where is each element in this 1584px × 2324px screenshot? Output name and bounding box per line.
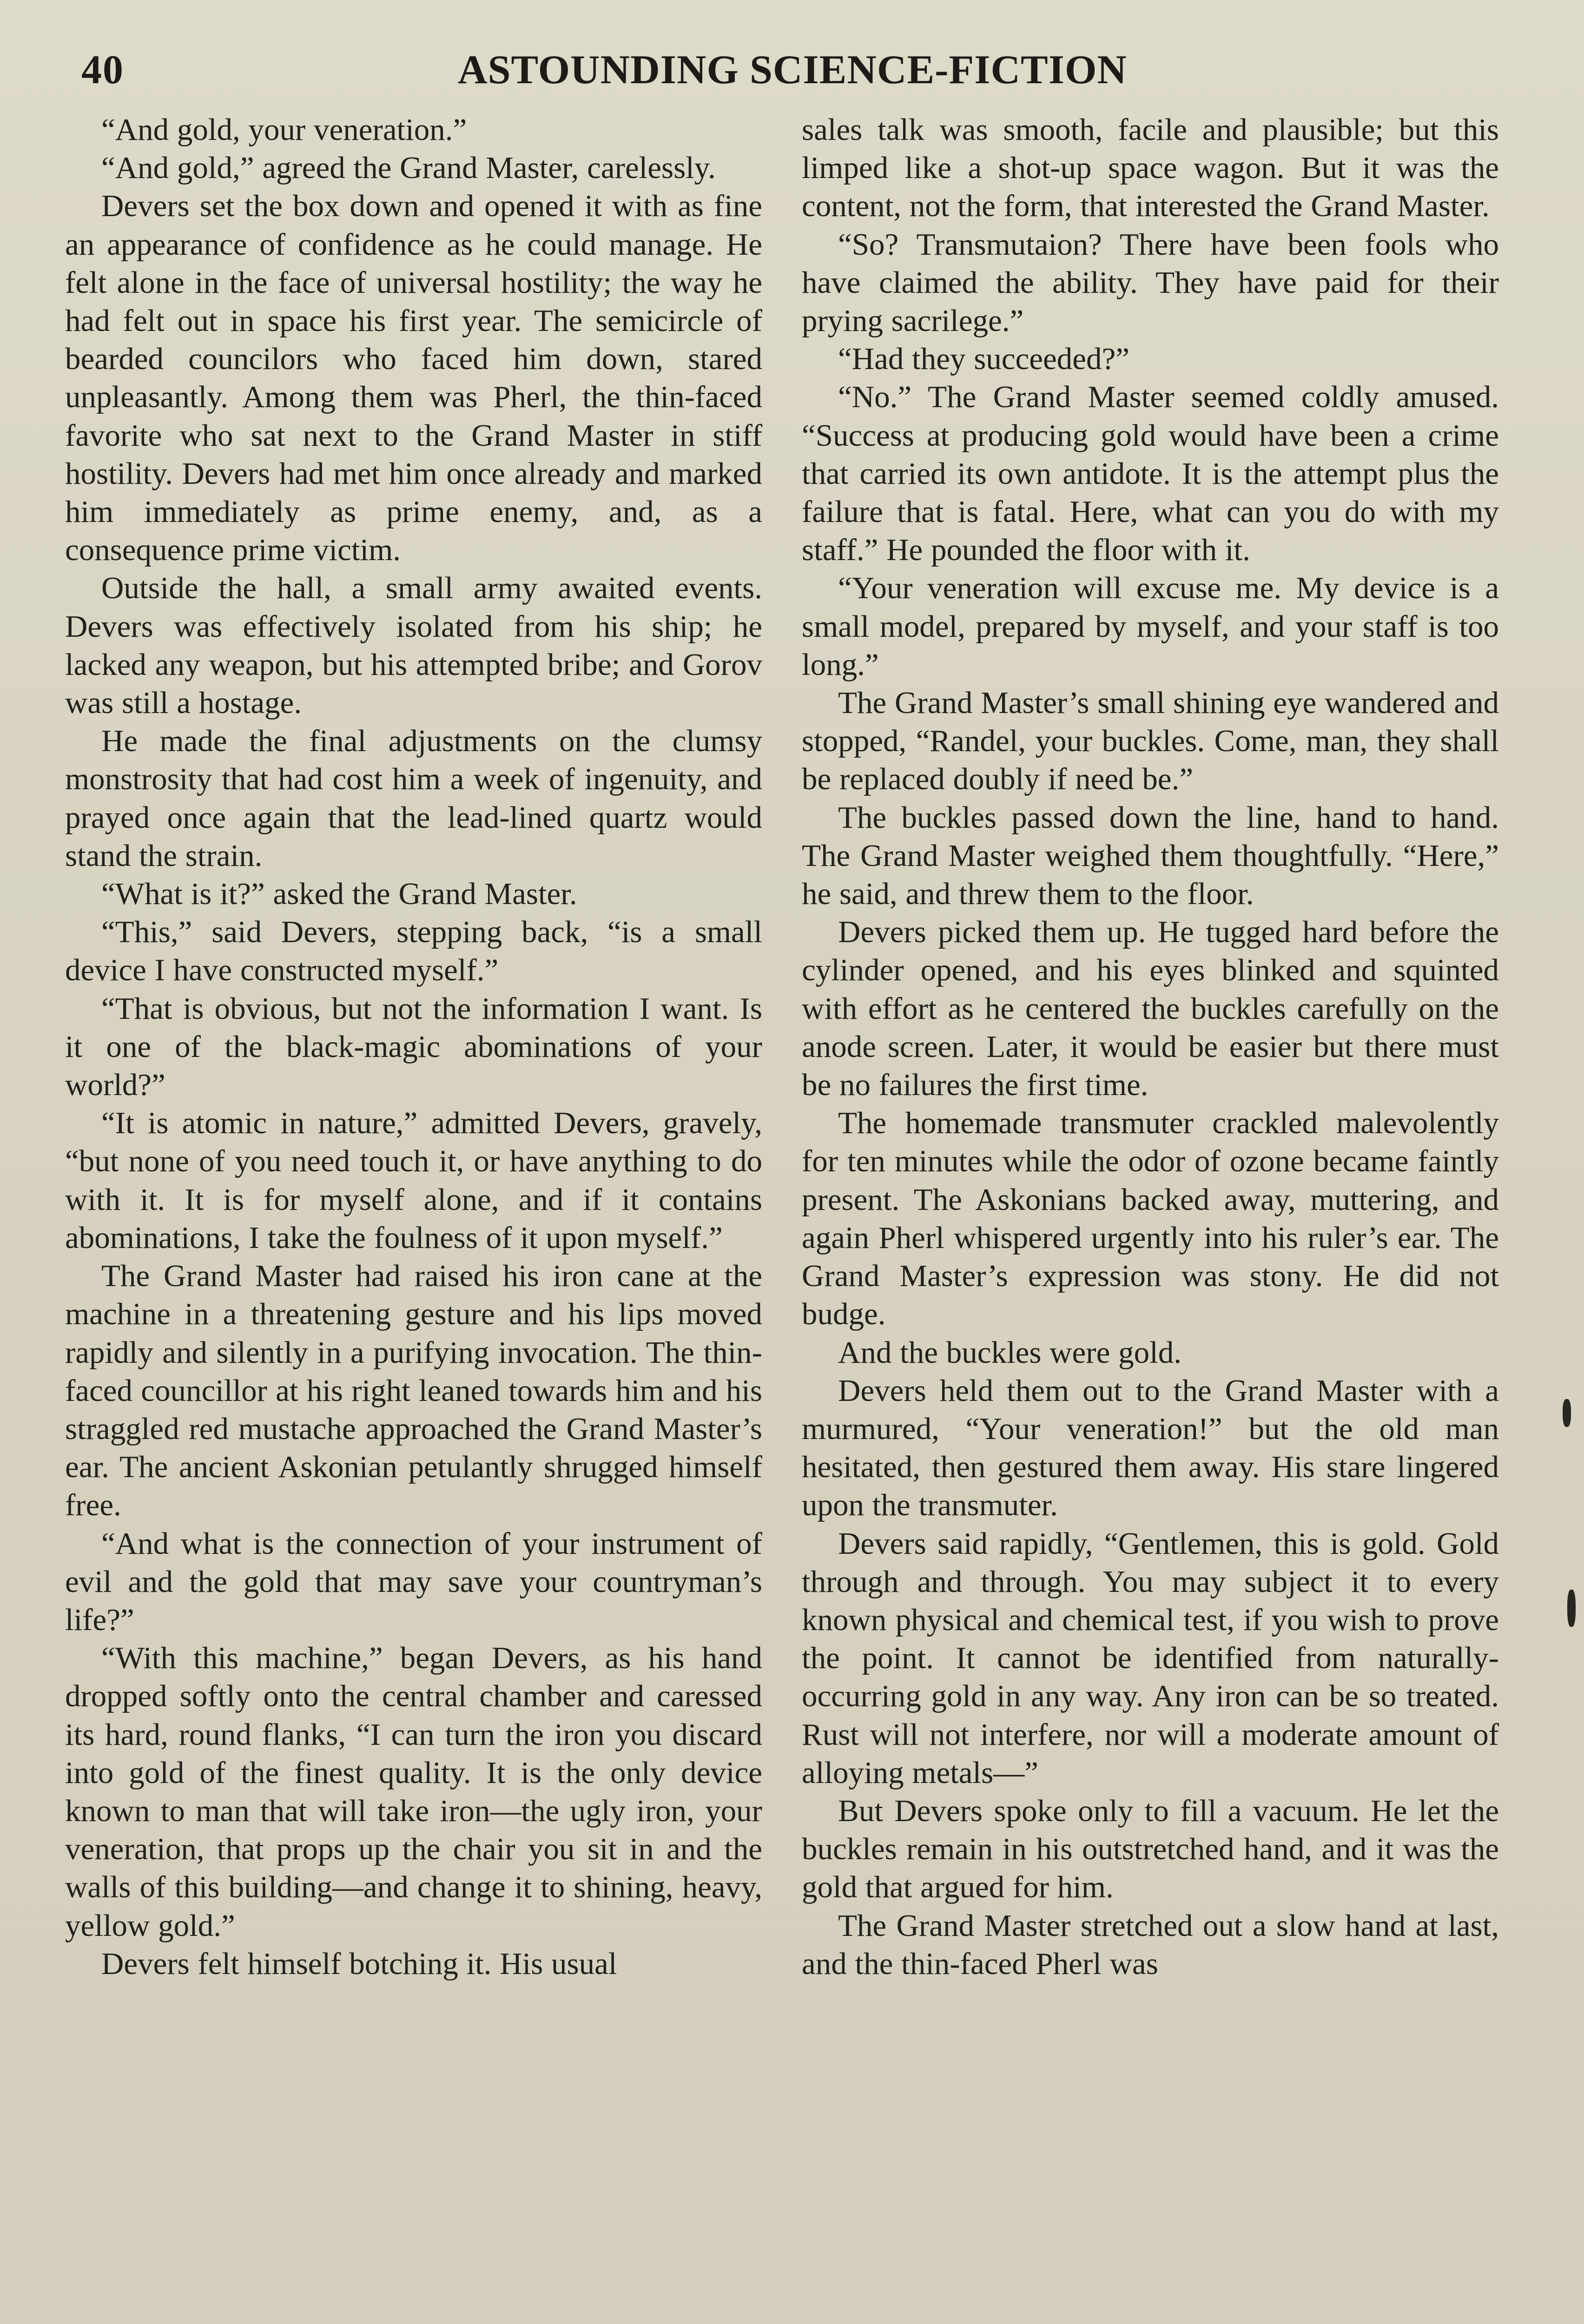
- binding-hole-mark: [1567, 1590, 1576, 1627]
- paragraph: Outside the hall, a small army awaited events. Devers was effectively isolated from his ship; he lacked any weapon, but his attempted bribe; and Gorov was still a hostage.: [65, 571, 762, 720]
- paragraph: “That is obvious, but not the information I want. Is it one of the black-magic abominations of your world?”: [65, 991, 762, 1103]
- paragraph: “And gold, your veneration.”: [101, 112, 467, 147]
- paragraph: He made the final adjustments on the clumsy monstrosity that had cost him a week of ingenuity, and prayed once again that the lead-lined quartz would stand the strain.: [65, 724, 762, 873]
- paragraph: Devers felt himself botching it. His usual: [101, 1946, 617, 1981]
- running-head: ASTOUNDING SCIENCE-FICTION: [458, 47, 1127, 92]
- binding-hole-mark: [1563, 1399, 1571, 1427]
- paragraph: “So? Transmutaion? There have been fools who have claimed the ability. They have paid for their prying sacrilege.”: [802, 227, 1499, 338]
- right-column: [802, 111, 1499, 1983]
- paragraph: “Had they succeeded?”: [838, 342, 1129, 376]
- paragraph: The Grand Master stretched out a slow hand at last, and the thin-faced Pherl was: [802, 1908, 1499, 1981]
- paragraph: “And gold,” agreed the Grand Master, carelessly.: [101, 151, 716, 185]
- paragraph: The buckles passed down the line, hand to hand. The Grand Master weighed them thoughtfully. “Here,” he said, and threw them to the floor.: [802, 800, 1499, 911]
- paragraph-continued: sales talk was smooth, facile and plausible; but this limped like a shot-up space wagon. But it was the content, not the form, that interested the Grand Master.: [802, 112, 1499, 224]
- paragraph: “It is atomic in nature,” admitted Devers, gravely, “but none of you need touch it, or have anything to do with it. It is for myself alone, and if it contains abominations, I take the foulness of it upon myself.”: [65, 1106, 762, 1255]
- paragraph: The homemade transmuter crackled malevolently for ten minutes while the odor of ozone became faintly present. The Askonians backed away, muttering, and again Pherl whispered urgently into his ruler’s ear. The Grand Master’s expression was stony. He did not budge.: [802, 1106, 1499, 1332]
- paragraph: The Grand Master’s small shining eye wandered and stopped, “Randel, your buckles. Come, man, they shall be replaced doubly if need be.”: [802, 686, 1499, 797]
- paragraph: “What is it?” asked the Grand Master.: [101, 877, 577, 911]
- paragraph: “With this machine,” began Devers, as his hand dropped softly onto the central chamber and caressed its hard, round flanks, “I can turn the iron you discard into gold of the finest quality. It is the only device known to man that will take iron—the ugly iron, your veneration, that props up the chair you sit in and the walls of this building—and change it to shining, heavy, yellow gold.”: [65, 1641, 762, 1943]
- paragraph: Devers picked them up. He tugged hard before the cylinder opened, and his eyes blinked and squinted with effort as he centered the buckles carefully on the anode screen. Later, it would be easier but there must be no failures the first time.: [802, 915, 1499, 1103]
- paragraph: “Your veneration will excuse me. My device is a small model, prepared by myself, and your staff is too long.”: [802, 571, 1499, 682]
- paragraph: The Grand Master had raised his iron cane at the machine in a threatening gesture and his lips moved rapidly and silently in a purifying invocation. The thin-faced councillor at his right leaned towards him and his straggled red mustache approached the Grand Master’s ear. The ancient Askonian petulantly shrugged himself free.: [65, 1259, 762, 1523]
- paragraph: Devers said rapidly, “Gentlemen, this is gold. Gold through and through. You may subject it to every known physical and chemical test, if you wish to prove the point. It cannot be identified from naturally-occurring gold in any way. Any iron can be so treated. Rust will not interfere, nor will a moderate amount of alloying metals—”: [802, 1526, 1499, 1790]
- paragraph: “No.” The Grand Master seemed coldly amused. “Success at producing gold would have been a crime that carried its own antidote. It is the attempt plus the failure that is fatal. Here, what can you do with my staff.” He pounded the floor with it.: [802, 380, 1499, 568]
- paragraph: But Devers spoke only to fill a vacuum. He let the buckles remain in his outstretched hand, and it was the gold that argued for him.: [802, 1793, 1499, 1905]
- left-column: [65, 111, 762, 1983]
- paragraph: Devers set the box down and opened it with as fine an appearance of confidence as he could manage. He felt alone in the face of universal hostility; the way he had felt out in space his first year. The semicircle of bearded councilors who faced him down, stared unpleasantly. Among them was Pherl, the thin-faced favorite who sat next to the Grand Master in stiff hostility. Devers had met him once already and marked him immediately as prime enemy, and, as a consequence prime victim.: [65, 189, 762, 568]
- paragraph: “And what is the connection of your instrument of evil and the gold that may save your countryman’s life?”: [65, 1526, 762, 1637]
- paragraph: Devers held them out to the Grand Master with a murmured, “Your veneration!” but the old man hesitated, then gestured them away. His stare lingered upon the transmuter.: [802, 1373, 1499, 1523]
- paragraph: “This,” said Devers, stepping back, “is a small device I have constructed myself.”: [65, 915, 762, 988]
- paragraph: And the buckles were gold.: [838, 1335, 1181, 1370]
- page-number: 40: [81, 47, 124, 92]
